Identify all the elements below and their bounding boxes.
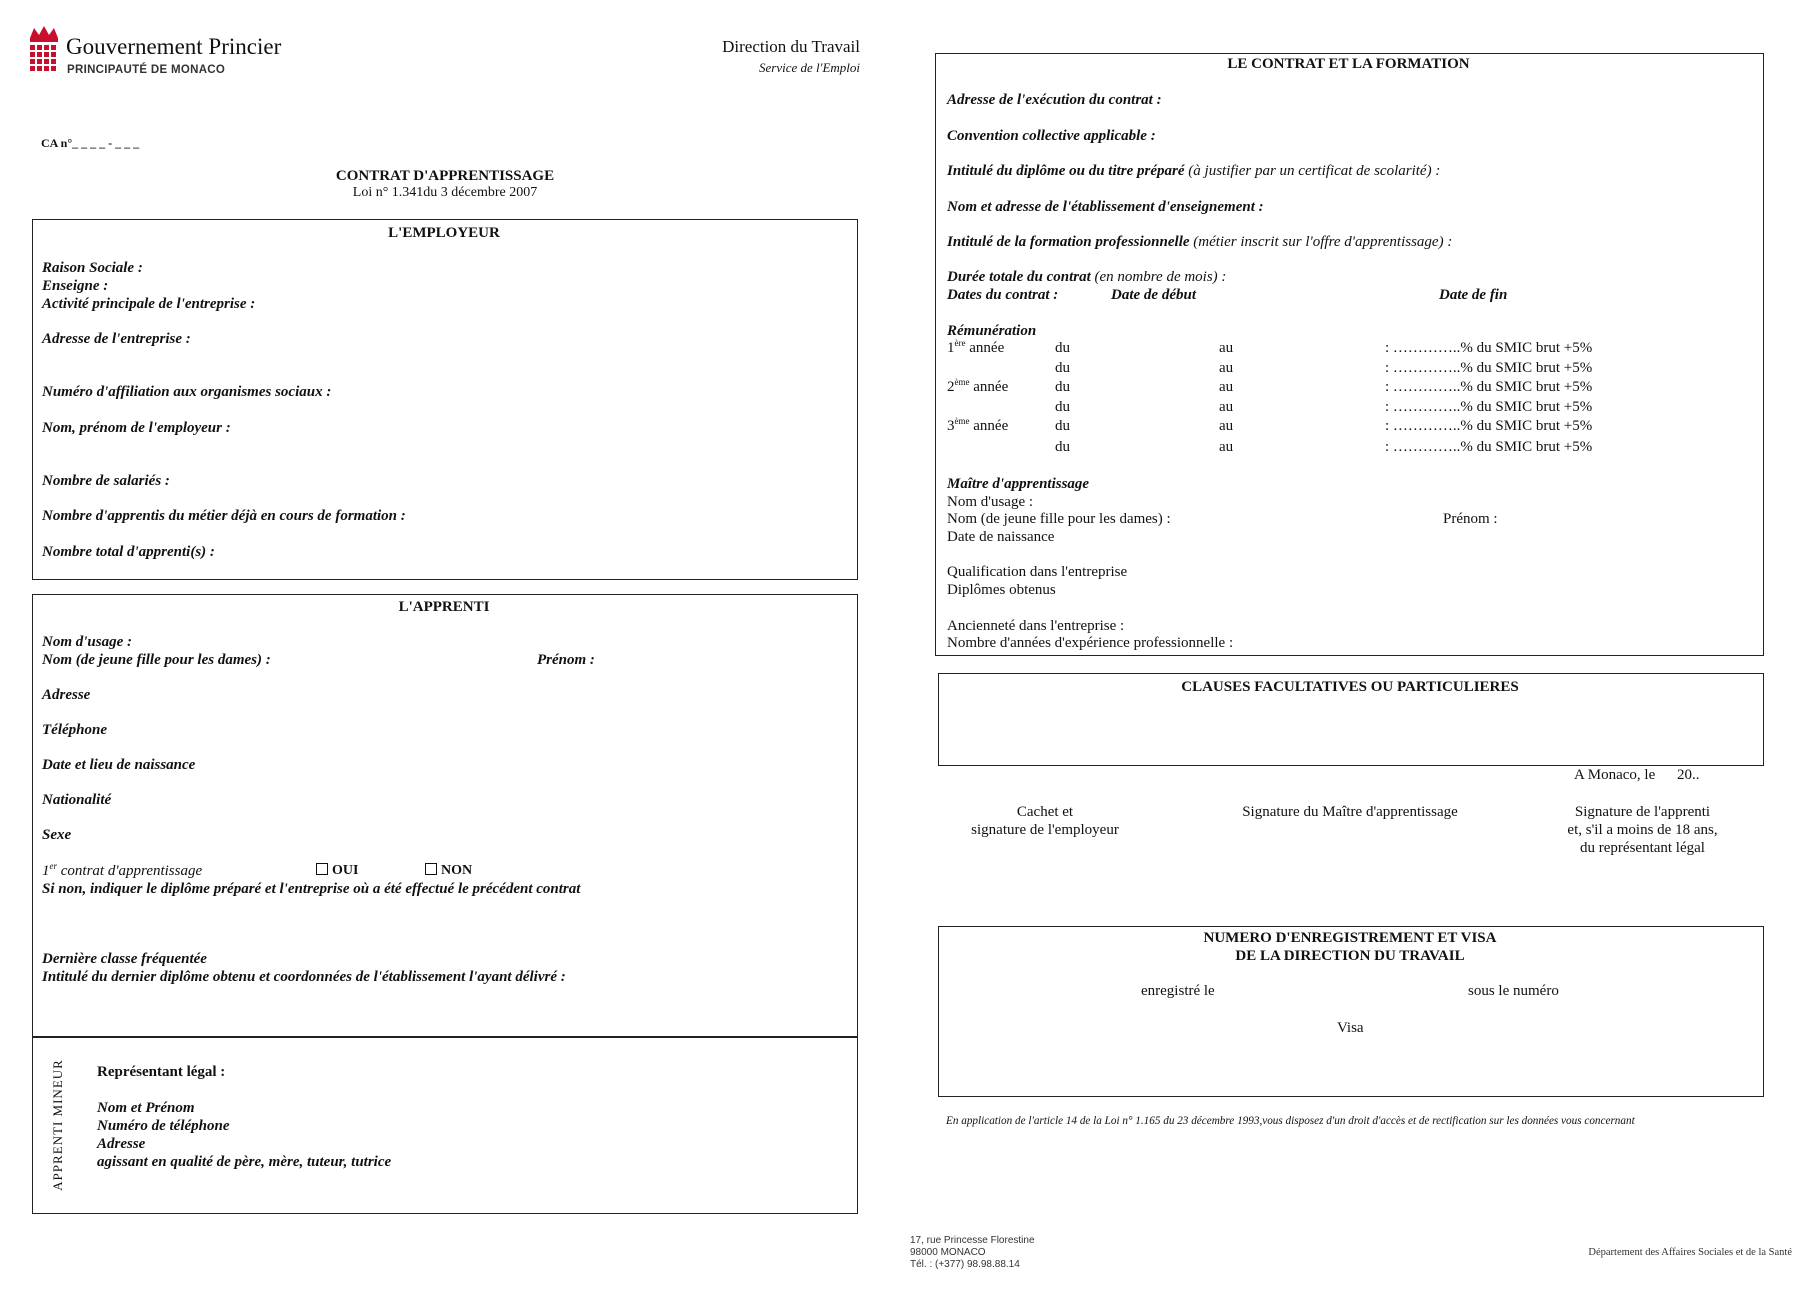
visa-field[interactable]: Visa — [1337, 1020, 1364, 1036]
signature-apprenti[interactable] — [1540, 803, 1745, 857]
maitre-prenom-field[interactable]: Prénom : — [1443, 511, 1498, 527]
nom-employeur-field[interactable]: Nom, prénom de l'employeur : — [42, 420, 231, 436]
si-non-field[interactable]: Si non, indiquer le diplôme préparé et l'entreprise où a été effectué le précédent contrat — [42, 881, 581, 897]
annee-num: 1 — [947, 340, 955, 356]
annee-num: 2 — [947, 379, 955, 395]
document-law: Loi n° 1.341du 3 décembre 2007 — [352, 185, 538, 200]
formation-field[interactable] — [947, 233, 1452, 251]
annee-text: année — [969, 418, 1009, 434]
premier-contrat-sup: er — [49, 861, 57, 871]
remu-au-2[interactable]: au — [1219, 360, 1234, 376]
duree-label: Durée totale du contrat — [947, 269, 1091, 285]
monaco-logo — [26, 24, 62, 78]
mineur-side-label: APPRENTI MINEUR — [50, 1059, 65, 1191]
lieu-date: A Monaco, le — [1574, 767, 1656, 783]
cnil-mention: En application de l'article 14 de la Loi n° 1.165 du 23 décembre 1993,vous disposez d'un droit d'accès et de rectification sur les données vous concernant — [946, 1115, 1635, 1127]
employeur-title: L'EMPLOYEUR — [388, 225, 500, 241]
contrat-title: LE CONTRAT ET LA FORMATION — [1227, 56, 1470, 72]
enregistrement-title-l2: DE LA DIRECTION DU TRAVAIL — [1235, 948, 1465, 964]
remu-au-1[interactable]: au — [1219, 340, 1234, 356]
remu-smic-3[interactable]: : …………..% du SMIC brut +5% — [1385, 379, 1593, 395]
addr-line-1: 17, rue Princesse Florestine — [910, 1235, 1035, 1246]
formation-hint: (métier inscrit sur l'offre d'apprentissage) : — [1189, 234, 1453, 250]
clauses-title: CLAUSES FACULTATIVES OU PARTICULIERES — [1181, 679, 1519, 695]
remu-du-3[interactable]: du — [1055, 379, 1070, 395]
diplome-prepare-field[interactable] — [947, 162, 1440, 180]
annee-sup: ème — [954, 416, 970, 426]
dernier-diplome-field[interactable]: Intitulé du dernier diplôme obtenu et coordonnées de l'établissement l'ayant délivré : — [42, 969, 566, 985]
remuneration-label: Rémunération — [947, 323, 1037, 339]
footer-departement: Département des Affaires Sociales et de la Santé — [1588, 1247, 1792, 1258]
annee-3-label — [947, 417, 1008, 435]
raison-sociale-field[interactable]: Raison Sociale : — [42, 260, 143, 276]
remu-au-5[interactable]: au — [1219, 418, 1234, 434]
dates-contrat-label: Dates du contrat : — [947, 287, 1059, 303]
derniere-classe-field[interactable]: Dernière classe fréquentée — [42, 951, 207, 967]
mineur-section — [32, 1036, 858, 1214]
rep-adresse-field[interactable]: Adresse — [97, 1136, 146, 1152]
remu-du-4[interactable]: du — [1055, 399, 1070, 415]
annee-sup: ère — [954, 338, 966, 348]
rep-qualite-field[interactable]: agissant en qualité de père, mère, tuteur, tutrice — [97, 1154, 392, 1170]
non-label: NON — [441, 863, 473, 878]
enseigne-field[interactable]: Enseigne : — [42, 278, 109, 294]
activite-field[interactable]: Activité principale de l'entreprise : — [42, 296, 256, 312]
prenom-field[interactable]: Prénom : — [537, 652, 595, 668]
date-lieu-naissance-field[interactable]: Date et lieu de naissance — [42, 757, 196, 773]
diplomes-field[interactable]: Diplômes obtenus — [947, 582, 1056, 598]
document-title: CONTRAT D'APPRENTISSAGE — [335, 168, 555, 184]
ca-number: CA n°_ _ _ _ - _ _ _ — [41, 136, 140, 150]
sexe-field[interactable]: Sexe — [42, 827, 72, 843]
sig-employeur-l2: signature de l'employeur — [971, 822, 1119, 838]
addr-line-2: 98000 MONACO — [910, 1247, 986, 1258]
nb-apprentis-metier-field[interactable]: Nombre d'apprentis du métier déjà en cours de formation : — [42, 508, 406, 524]
anciennete-field[interactable]: Ancienneté dans l'entreprise : — [947, 618, 1125, 634]
rep-nom-prenom-field[interactable]: Nom et Prénom — [97, 1100, 195, 1116]
sig-maitre-label: Signature du Maître d'apprentissage — [1242, 804, 1458, 820]
direction-title: Direction du Travail — [722, 37, 860, 56]
diplome-prepare-hint: (à justifier par un certificat de scolarité) : — [1184, 163, 1441, 179]
enregistrement-title-l1: NUMERO D'ENREGISTREMENT ET VISA — [1203, 930, 1497, 946]
addr-line-3: Tél. : (+377) 98.98.88.14 — [910, 1259, 1020, 1270]
remu-au-6[interactable]: au — [1219, 439, 1234, 455]
annee-text: année — [965, 340, 1005, 356]
checkbox-box-icon — [425, 863, 437, 875]
date-debut-field[interactable]: Date de début — [1111, 287, 1196, 303]
telephone-field[interactable]: Téléphone — [42, 722, 107, 738]
apprenti-section — [32, 594, 858, 1038]
convention-field[interactable]: Convention collective applicable : — [947, 128, 1156, 144]
remu-du-5[interactable]: du — [1055, 418, 1070, 434]
nom-usage-field[interactable]: Nom d'usage : — [42, 634, 132, 650]
premier-contrat-label — [42, 862, 202, 880]
checkbox-box-icon — [316, 863, 328, 875]
rep-telephone-field[interactable]: Numéro de téléphone — [97, 1118, 230, 1134]
contrat-section — [935, 53, 1764, 656]
apprenti-title: L'APPRENTI — [398, 599, 490, 615]
nb-total-apprentis-field[interactable]: Nombre total d'apprenti(s) : — [42, 544, 215, 560]
remu-smic-5[interactable]: : …………..% du SMIC brut +5% — [1385, 418, 1593, 434]
remu-du-2[interactable]: du — [1055, 360, 1070, 376]
sig-employeur-l1: Cachet et — [1016, 804, 1074, 820]
oui-checkbox[interactable] — [316, 862, 358, 880]
sig-apprenti-l2: et, s'il a moins de 18 ans, — [1567, 822, 1718, 838]
annee-date: 20.. — [1677, 767, 1700, 783]
adresse-entreprise-field[interactable]: Adresse de l'entreprise : — [42, 331, 191, 347]
remu-smic-4[interactable]: : …………..% du SMIC brut +5% — [1385, 399, 1593, 415]
experience-field[interactable]: Nombre d'années d'expérience professionnelle : — [947, 635, 1234, 651]
gov-sub: PRINCIPAUTÉ DE MONACO — [67, 64, 226, 76]
remu-au-4[interactable]: au — [1219, 399, 1234, 415]
annee-2-label — [947, 378, 1008, 396]
adresse-execution-field[interactable]: Adresse de l'exécution du contrat : — [947, 92, 1162, 108]
representant-legal-label: Représentant légal : — [97, 1064, 226, 1080]
signature-employeur[interactable] — [965, 803, 1125, 839]
remu-smic-6[interactable]: : …………..% du SMIC brut +5% — [1385, 439, 1593, 455]
adresse-field[interactable]: Adresse — [42, 687, 91, 703]
footer-address — [910, 1235, 1035, 1271]
premier-contrat-num: 1 — [42, 863, 50, 879]
annee-sup: ème — [954, 377, 970, 387]
diplome-prepare-label: Intitulé du diplôme ou du titre préparé — [947, 163, 1185, 179]
non-checkbox[interactable] — [425, 862, 472, 880]
sous-numero-field[interactable]: sous le numéro — [1468, 983, 1559, 999]
service-subtitle: Service de l'Emploi — [759, 60, 860, 75]
formation-label: Intitulé de la formation professionnelle — [947, 234, 1190, 250]
remu-smic-2[interactable]: : …………..% du SMIC brut +5% — [1385, 360, 1593, 376]
remu-du-6[interactable]: du — [1055, 439, 1070, 455]
annee-num: 3 — [947, 418, 955, 434]
nom-jeune-fille-field[interactable]: Nom (de jeune fille pour les dames) : — [42, 652, 271, 668]
crown-icon — [26, 24, 62, 78]
duree-hint: (en nombre de mois) : — [1090, 269, 1227, 285]
enregistre-le-field[interactable]: enregistré le — [1141, 983, 1215, 999]
etablissement-field[interactable]: Nom et adresse de l'établissement d'enseignement : — [947, 199, 1264, 215]
employeur-section — [32, 219, 858, 580]
remu-smic-1[interactable]: : …………..% du SMIC brut +5% — [1385, 340, 1593, 356]
oui-label: OUI — [332, 863, 359, 878]
nationalite-field[interactable]: Nationalité — [42, 792, 112, 808]
duree-field[interactable] — [947, 268, 1226, 286]
enregistrement-section — [938, 926, 1764, 1097]
maitre-title: Maître d'apprentissage — [947, 476, 1090, 492]
clauses-section[interactable] — [938, 673, 1764, 766]
affiliation-field[interactable]: Numéro d'affiliation aux organismes sociaux : — [42, 384, 332, 400]
maitre-naissance-field[interactable]: Date de naissance — [947, 529, 1055, 545]
sig-apprenti-l3: du représentant légal — [1580, 840, 1705, 856]
remu-au-3[interactable]: au — [1219, 379, 1234, 395]
annee-text: année — [969, 379, 1009, 395]
sig-apprenti-l1: Signature de l'apprenti — [1574, 804, 1711, 820]
signature-maitre[interactable] — [1220, 803, 1480, 821]
qualification-field[interactable]: Qualification dans l'entreprise — [947, 564, 1128, 580]
nb-salaries-field[interactable]: Nombre de salariés : — [42, 473, 170, 489]
gov-name: Gouvernement Princier — [66, 34, 282, 59]
maitre-nom-usage-field[interactable]: Nom d'usage : — [947, 494, 1034, 510]
maitre-nom-jf-field[interactable]: Nom (de jeune fille pour les dames) : — [947, 511, 1171, 527]
date-fin-field[interactable]: Date de fin — [1439, 287, 1508, 303]
remu-du-1[interactable]: du — [1055, 340, 1070, 356]
annee-1-label — [947, 339, 1004, 357]
premier-contrat-text: contrat d'apprentissage — [57, 863, 203, 879]
